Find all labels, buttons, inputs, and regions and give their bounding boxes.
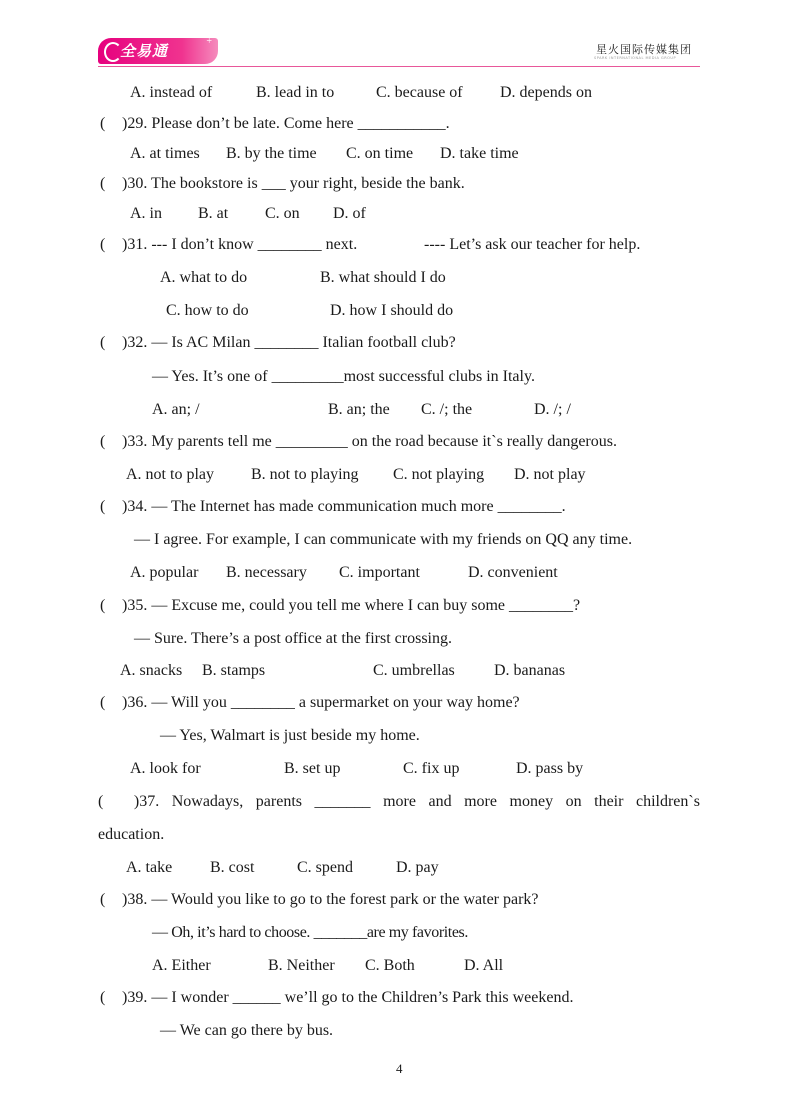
option: C. on	[265, 205, 300, 222]
word: )37.	[133, 793, 160, 810]
question-39: )39. — I wonder ______ we’ll go to the Children’s Park this weekend.	[122, 989, 574, 1006]
option: D. of	[333, 205, 366, 222]
answer-paren: (	[100, 115, 106, 132]
question-31-reply: ---- Let’s ask our teacher for help.	[424, 236, 641, 253]
question-37-continued: education.	[98, 826, 165, 843]
option: A. at times	[130, 145, 200, 162]
page-number: 4	[396, 1061, 403, 1076]
word: parents	[255, 793, 302, 810]
option: A. an; /	[152, 401, 200, 418]
option: A. popular	[130, 564, 199, 581]
answer-paren: (	[100, 498, 106, 515]
option: D. take time	[440, 145, 519, 162]
option: C. umbrellas	[373, 662, 455, 679]
answer-paren: (	[100, 433, 106, 450]
question-32-reply: — Yes. It’s one of _________most successful clubs in Italy.	[152, 368, 535, 385]
blank: _______	[314, 793, 371, 810]
question-35-reply: — Sure. There’s a post office at the first crossing.	[134, 630, 452, 647]
question-34: )34. — The Internet has made communication much more ________.	[122, 498, 566, 515]
option: A. instead of	[130, 84, 213, 101]
option: B. necessary	[226, 564, 307, 581]
question-36: )36. — Will you ________ a supermarket on your way home?	[122, 694, 520, 711]
option: B. lead in to	[256, 84, 335, 101]
question-30: )30. The bookstore is ___ your right, beside the bank.	[122, 175, 465, 192]
question-38-reply: — Oh, it’s hard to choose. _______are my favorites.	[152, 924, 468, 941]
option: D. /; /	[534, 401, 571, 418]
answer-paren: (	[100, 175, 106, 192]
option: D. how I should do	[330, 302, 454, 319]
question-37	[98, 792, 700, 812]
option: B. an; the	[328, 401, 390, 418]
option: B. cost	[210, 859, 255, 876]
option: B. at	[198, 205, 229, 222]
word: on	[565, 793, 582, 810]
option: A. in	[130, 205, 162, 222]
option: D. depends on	[500, 84, 592, 101]
option: B. what should I do	[320, 269, 446, 286]
option: D. not play	[514, 466, 586, 483]
word: more	[383, 793, 416, 810]
option: A. not to play	[126, 466, 214, 483]
word: children`s	[635, 793, 700, 810]
question-35: )35. — Excuse me, could you tell me where I can buy some ________?	[122, 597, 581, 614]
option: D. bananas	[494, 662, 566, 679]
option: C. Both	[365, 957, 415, 974]
answer-paren: (	[100, 334, 106, 351]
header-divider	[98, 66, 700, 67]
question-38: )38. — Would you like to go to the forest park or the water park?	[122, 891, 539, 908]
question-36-reply: — Yes, Walmart is just beside my home.	[160, 727, 420, 744]
option: D. convenient	[468, 564, 558, 581]
option: C. /; the	[421, 401, 473, 418]
answer-paren: (	[100, 597, 106, 614]
publisher-subtitle: SPARK INTERNATIONAL MEDIA GROUP	[594, 56, 677, 60]
option: D. pay	[396, 859, 439, 876]
option: A. take	[126, 859, 173, 876]
option: B. not to playing	[251, 466, 359, 483]
publisher-name: 星火国际传媒集团	[596, 43, 692, 56]
option: C. on time	[346, 145, 414, 162]
option: C. because of	[376, 84, 463, 101]
word: more	[464, 793, 497, 810]
word: money	[509, 793, 554, 810]
option: D. pass by	[516, 760, 584, 777]
word: their	[594, 793, 624, 810]
logo-text: 全易通	[120, 42, 169, 60]
option: A. what to do	[160, 269, 248, 286]
brand-logo	[98, 38, 218, 64]
question-29: )29. Please don’t be late. Come here ___________.	[122, 115, 450, 132]
answer-paren: (	[100, 891, 106, 908]
option: A. look for	[130, 760, 201, 777]
question-32: )32. — Is AC Milan ________ Italian football club?	[122, 334, 456, 351]
word: and	[428, 793, 452, 810]
logo-star-icon: +	[206, 36, 212, 47]
option: C. how to do	[166, 302, 249, 319]
option: B. Neither	[268, 957, 335, 974]
question-34-reply: — I agree. For example, I can communicate with my friends on QQ any time.	[134, 531, 633, 548]
answer-paren: (	[100, 694, 106, 711]
answer-paren: (	[100, 989, 106, 1006]
option: A. snacks	[120, 662, 183, 679]
answer-paren: (	[100, 236, 106, 253]
option: C. spend	[297, 859, 353, 876]
word: Nowadays,	[171, 793, 244, 810]
option: B. set up	[284, 760, 341, 777]
answer-paren: (	[98, 793, 104, 810]
option: C. not playing	[393, 466, 485, 483]
option: B. stamps	[202, 662, 266, 679]
option: B. by the time	[226, 145, 317, 162]
question-39-reply: — We can go there by bus.	[160, 1022, 334, 1039]
option: D. All	[464, 957, 504, 974]
question-33: )33. My parents tell me _________ on the road because it`s really dangerous.	[122, 433, 617, 450]
option: C. fix up	[403, 760, 460, 777]
option: C. important	[339, 564, 420, 581]
question-31: )31. --- I don’t know ________ next.	[122, 236, 358, 253]
option: A. Either	[152, 957, 211, 974]
